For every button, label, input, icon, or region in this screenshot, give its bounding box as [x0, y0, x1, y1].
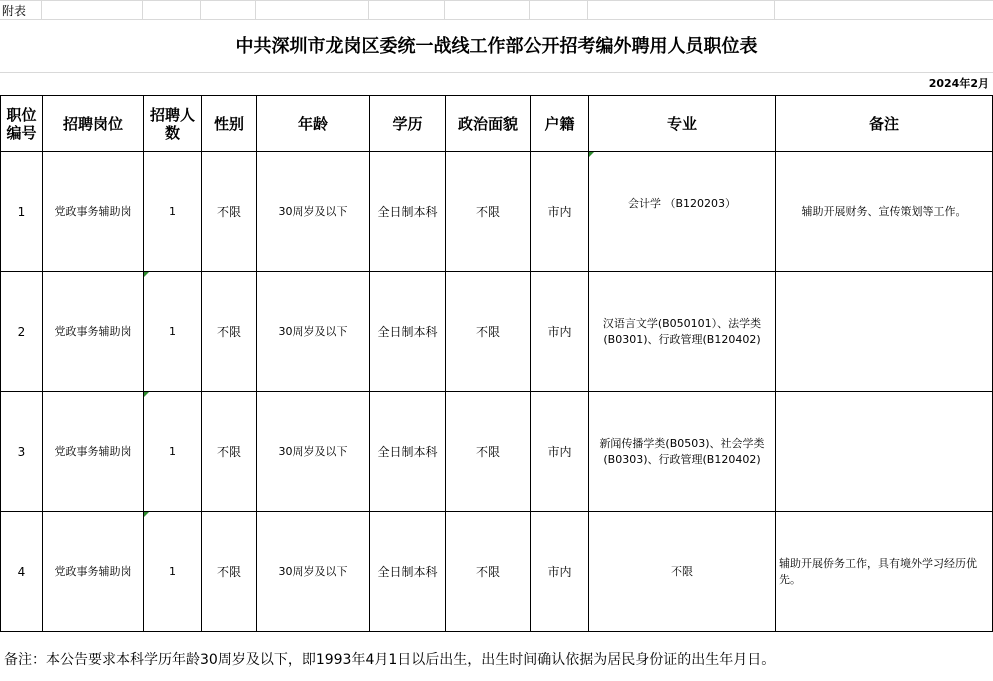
- cell-count-text: 1: [169, 444, 176, 458]
- cell-education: 全日制本科: [370, 152, 446, 272]
- comment-marker-icon: [144, 272, 149, 277]
- cell-major: 新闻传播学类(B0503)、社会学类(B0303)、行政管理(B120402): [589, 392, 776, 512]
- cell-hukou: 市内: [531, 392, 589, 512]
- cell-major: [589, 152, 776, 272]
- gridline: [255, 0, 256, 19]
- cell-count-text: 1: [169, 324, 176, 338]
- cell-hukou: 市内: [531, 512, 589, 632]
- gridline: [529, 0, 530, 19]
- gridline: [0, 19, 993, 20]
- header-count: 招聘人数: [144, 96, 202, 152]
- cell-count-text: 1: [169, 564, 176, 578]
- cell-education: 全日制本科: [370, 392, 446, 512]
- cell-position: 党政事务辅助岗: [43, 392, 144, 512]
- gridline: [774, 0, 775, 19]
- header-age: 年龄: [257, 96, 370, 152]
- cell-gender: 不限: [202, 272, 257, 392]
- cell-gender: 不限: [202, 152, 257, 272]
- cell-major-text: 会计学 （B120203）: [627, 197, 737, 210]
- attachment-label: 附表: [2, 4, 27, 18]
- cell-gender: 不限: [202, 392, 257, 512]
- cell-remarks: 辅助开展财务、宣传策划等工作。: [776, 152, 993, 272]
- cell-remarks: 辅助开展侨务工作，具有境外学习经历优先。: [776, 512, 993, 632]
- comment-marker-icon: [144, 512, 149, 517]
- footnote: 备注：本公告要求本科学历年龄30周岁及以下，即1993年4月1日以后出生，出生时间确认依据为居民身份证的出生年月日。: [4, 652, 776, 668]
- cell-age: 30周岁及以下: [257, 152, 370, 272]
- cell-code: 3: [1, 392, 43, 512]
- gridline: [142, 0, 143, 19]
- gridline: [0, 0, 993, 1]
- table-row: [1, 512, 993, 632]
- gridline: [368, 0, 369, 19]
- header-education: 学历: [370, 96, 446, 152]
- cell-position: 党政事务辅助岗: [43, 152, 144, 272]
- cell-count: [144, 272, 202, 392]
- header-gender: 性别: [202, 96, 257, 152]
- cell-age: 30周岁及以下: [257, 272, 370, 392]
- cell-political: 不限: [446, 392, 531, 512]
- cell-major: 不限: [589, 512, 776, 632]
- cell-position: 党政事务辅助岗: [43, 272, 144, 392]
- cell-age: 30周岁及以下: [257, 512, 370, 632]
- cell-education: 全日制本科: [370, 512, 446, 632]
- cell-political: 不限: [446, 512, 531, 632]
- gridline: [444, 0, 445, 19]
- cell-age: 30周岁及以下: [257, 392, 370, 512]
- cell-count: 1: [144, 152, 202, 272]
- cell-gender: 不限: [202, 512, 257, 632]
- cell-code: 1: [1, 152, 43, 272]
- cell-remarks: [776, 272, 993, 392]
- cell-education: 全日制本科: [370, 272, 446, 392]
- cell-position: 党政事务辅助岗: [43, 512, 144, 632]
- header-row: [1, 96, 993, 152]
- cell-code: 4: [1, 512, 43, 632]
- comment-marker-icon: [589, 152, 594, 157]
- date-label: 2024年2月: [928, 77, 989, 90]
- header-political: 政治面貌: [446, 96, 531, 152]
- cell-hukou: 市内: [531, 152, 589, 272]
- gridline: [0, 72, 993, 73]
- cell-count: [144, 512, 202, 632]
- page-title: 中共深圳市龙岗区委统一战线工作部公开招考编外聘用人员职位表: [235, 36, 758, 57]
- table-row: [1, 392, 993, 512]
- gridline: [41, 0, 42, 19]
- header-hukou: 户籍: [531, 96, 589, 152]
- header-major: 专业: [589, 96, 776, 152]
- cell-political: 不限: [446, 152, 531, 272]
- cell-major: 汉语言文学(B050101）、法学类(B0301)、行政管理(B120402): [589, 272, 776, 392]
- header-code: 职位编号: [1, 96, 43, 152]
- cell-remarks: [776, 392, 993, 512]
- cell-hukou: 市内: [531, 272, 589, 392]
- table-row: [1, 152, 993, 272]
- header-remarks: 备注: [776, 96, 993, 152]
- cell-code: 2: [1, 272, 43, 392]
- positions-table: [0, 95, 993, 632]
- gridline: [587, 0, 588, 19]
- comment-marker-icon: [144, 392, 149, 397]
- table-row: [1, 272, 993, 392]
- gridline: [200, 0, 201, 19]
- cell-count: [144, 392, 202, 512]
- header-position: 招聘岗位: [43, 96, 144, 152]
- cell-political: 不限: [446, 272, 531, 392]
